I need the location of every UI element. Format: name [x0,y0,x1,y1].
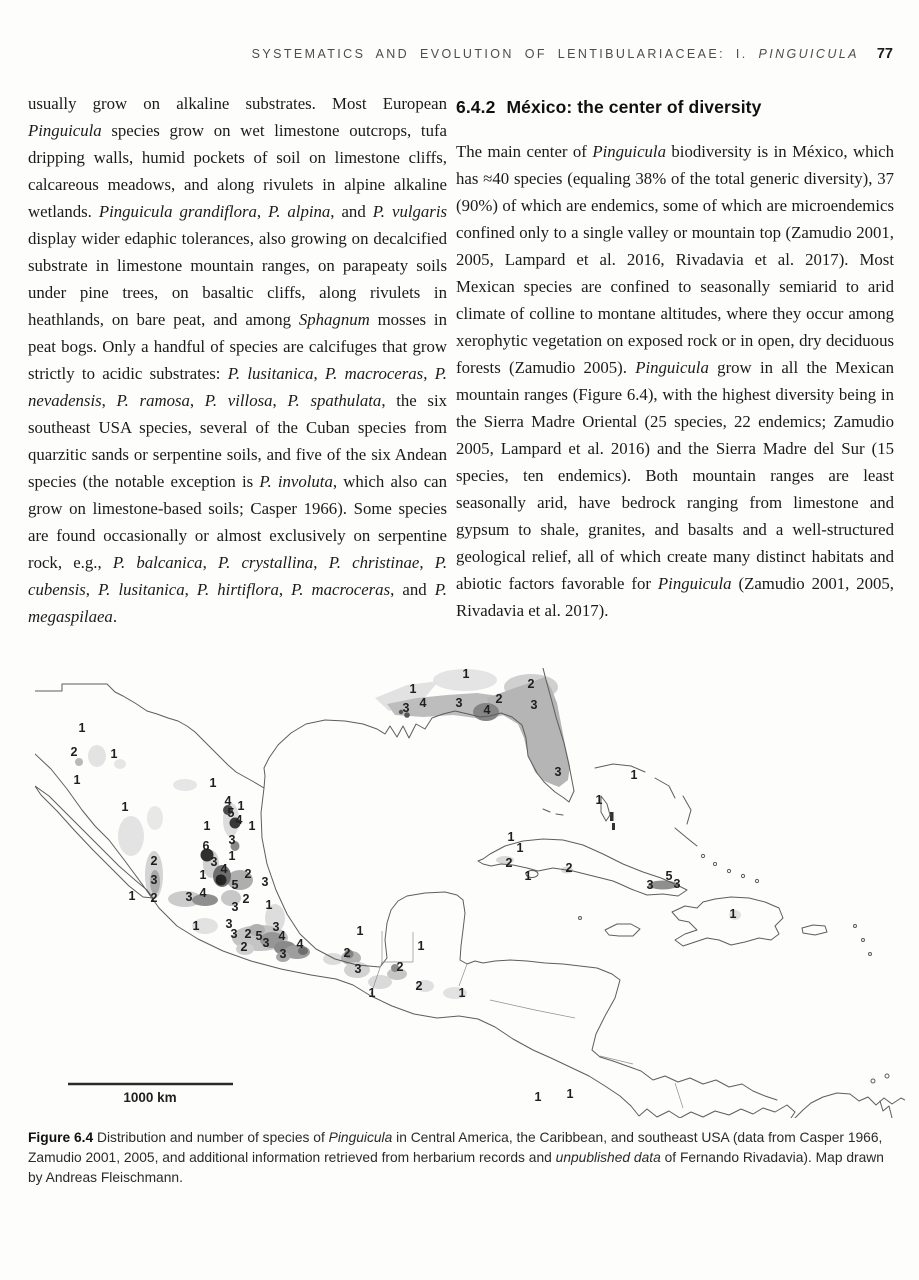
species-count-label: 1 [409,682,417,696]
body-paragraph-right: The main center of Pinguicula biodiversity is in México, which has ≈40 species (equaling 38% of the total generic diversity), 37 (90%) of which are endemics, some of which are microendemics confined only to a single valley or mountain top (Zamudio 2001, 2005, Lampard et al. 2016, Rivadavia et al. 2017). Most Mexican species are confined to seasonally semiarid to arid climate of colline to montane altitudes, where they occur among xerophytic vegetation on exposed rock or in open, dry deciduous forests (Zamudio 2005). Pinguicula grow in all the Mexican mountain ranges (Figure 6.4), with the highest diversity being in the Sierra Madre Oriental (25 species, 22 endemics; Zamudio 2005, Lampard et al. 2016) and the Sierra Madre del Sur (15 species, ten endemics). Both mountain ranges are least seasonally arid, have bedrock ranging from limestone and gypsum to shale, granites, and basalts and a well-structured geological relief, all of which create many distinct habitats and abiotic factors favorable for Pinguicula (Zamudio 2001, 2005, Rivadavia et al. 2017). [456,142,895,620]
species-count-label: 1 [729,907,737,921]
species-count-label: 3 [554,765,562,779]
species-count-label: 1 [368,986,376,1000]
species-count-label: 2 [150,891,158,905]
species-count-label: 2 [244,927,252,941]
species-count-label: 2 [343,946,351,960]
species-count-label: 3 [646,878,654,892]
figure-map [35,668,905,1118]
species-count-label: 3 [150,873,158,887]
species-count-label: 4 [220,862,228,876]
species-count-label: 1 [507,830,515,844]
species-count-label: 3 [262,936,270,950]
species-count-label: 1 [417,939,425,953]
species-count-label: 1 [78,721,86,735]
species-count-label: 1 [199,868,207,882]
species-count-label: 3 [402,701,410,715]
section-heading-number: 6.4.2 [456,97,496,117]
species-count-label: 3 [185,890,193,904]
running-header-title [252,47,859,61]
running-header [0,46,893,62]
species-count-label: 1 [237,799,245,813]
species-count-label: 1 [265,898,273,912]
species-count-label: 1 [630,768,638,782]
species-count-label: 2 [150,854,158,868]
species-count-label: 5 [255,929,263,943]
species-count-label: 1 [516,841,524,855]
species-count-label: 1 [110,747,118,761]
species-count-label: 1 [458,986,466,1000]
species-count-label: 1 [356,924,364,938]
species-count-label: 4 [235,813,243,827]
page-number: 77 [876,46,893,62]
species-count-label: 3 [228,833,236,847]
species-count-label: 3 [225,917,233,931]
species-count-label: 3 [231,900,239,914]
species-count-label: 3 [455,696,463,710]
species-count-label: 1 [248,819,256,833]
species-count-label: 2 [396,960,404,974]
species-count-label: 1 [228,849,236,863]
figure-caption-text: Distribution and number of species of Pinguicula in Central America, the Caribbean, and southeast USA (data from Casper 1966, Zamudio 2001, 2005, and additional information retrieved from herbarium records and unpublished data of Fernando Rivadavia). Map drawn by Andreas Fleischmann. [28,1130,884,1185]
species-count-label: 1 [203,819,211,833]
species-count-label: 1 [462,668,470,681]
species-count-label: 2 [527,677,535,691]
right-column [456,90,894,624]
running-header-italic: PINGUICULA [758,47,859,61]
figure-caption [28,1128,896,1188]
figure-caption-label: Figure 6.4 [28,1130,94,1145]
species-count-label: 1 [534,1090,542,1104]
species-count-label: 3 [261,875,269,889]
species-count-label: 2 [415,979,423,993]
species-count-label: 1 [566,1087,574,1101]
species-count-label: 2 [244,867,252,881]
species-count-label: 1 [524,869,532,883]
map-shaded-regions [75,669,741,999]
species-count-label: 2 [70,745,78,759]
species-count-label: 2 [495,692,503,706]
running-header-text: SYSTEMATICS AND EVOLUTION OF LENTIBULARIACEAE: I. [251,47,759,61]
species-count-label: 3 [272,920,280,934]
left-column [28,90,447,630]
species-count-label: 5 [665,869,673,883]
species-count-label: 6 [202,839,210,853]
species-count-label: 1 [595,793,603,807]
species-count-labels [71,668,737,1104]
scale-bar-label: 1000 km [123,1090,177,1105]
section-heading [456,94,894,121]
species-count-label: 3 [354,962,362,976]
body-paragraph-left: usually grow on alkaline substrates. Most European Pinguicula species grow on wet limestone outcrops, tufa dripping walls, humid pockets of soil on limestone cliffs, calcareous meadows, and along rivulets in alpine alkaline wetlands. Pinguicula grandiflora, P. alpina, and P. vulgaris display wider edaphic tolerances, also growing on decalcified substrate in limestone mountain ranges, on parapeaty soils under pine trees, on basaltic cliffs, along rivulets in heathlands, on bare peat, and among Sphagnum mosses in peat bogs. Only a handful of species are calcifuges that grow strictly to acidic substrates: P. lusitanica, P. macroceras, P. nevadensis, P. ramosa, P. villosa, P. spathulata, the six southeast USA species, several of the Cuban species from quarzitic sands or serpentine soils, and five of the six Andean species (the notable exception is P. involuta, which also can grow on limestone-based soils; Casper 1966). Some species are found occasionally or almost exclusively on serpentine rock, e.g., P. balcanica, P. crystallina, P. christinae, P. cubensis, P. lusitanica, P. hirtiflora, P. macroceras, and P. megaspilaea. [28,94,448,626]
section-heading-title: México: the center of diversity [506,97,762,117]
species-count-label: 2 [565,861,573,875]
species-count-label: 3 [230,927,238,941]
species-count-label: 1 [192,919,200,933]
species-count-label: 4 [278,929,286,943]
species-count-label: 5 [231,878,239,892]
species-count-label: 3 [673,877,681,891]
species-count-label: 3 [210,855,218,869]
species-count-label: 4 [296,937,304,951]
scale-bar [68,1084,233,1105]
species-count-label: 4 [224,794,232,808]
species-count-label: 1 [128,889,136,903]
species-count-label: 2 [505,856,513,870]
distribution-map [35,668,905,1118]
map-coastlines [35,668,905,1118]
species-count-label: 2 [242,892,250,906]
species-count-label: 2 [240,940,248,954]
species-count-label: 4 [483,703,491,717]
species-count-label: 4 [419,696,427,710]
species-count-label: 6 [215,873,223,887]
species-count-label: 1 [209,776,217,790]
species-count-label: 4 [199,886,207,900]
species-count-label: 1 [73,773,81,787]
species-count-label: 3 [279,947,287,961]
species-count-label: 5 [227,806,235,820]
species-count-label: 1 [121,800,129,814]
species-count-label: 3 [530,698,538,712]
